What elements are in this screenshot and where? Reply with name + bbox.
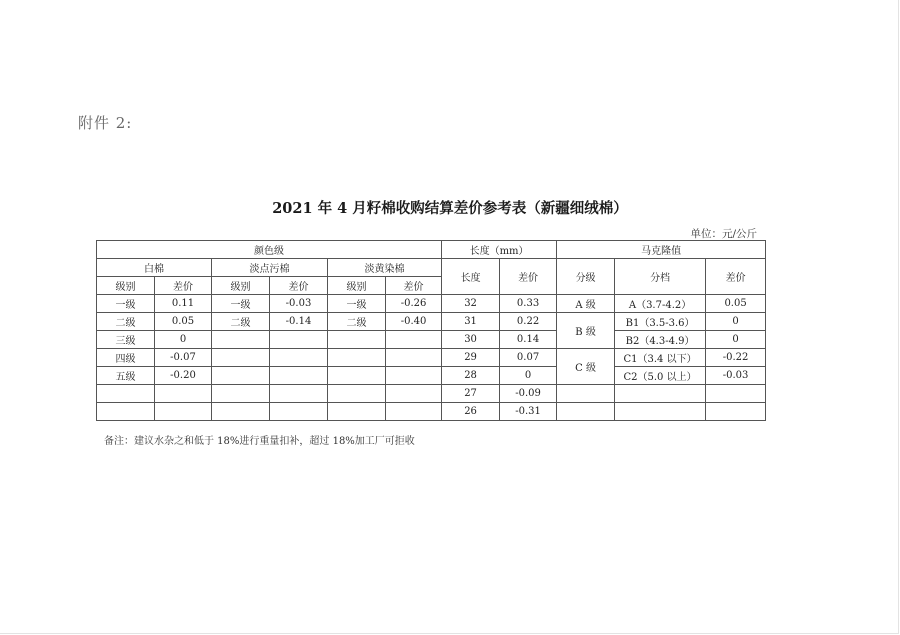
cell: 31 [442, 313, 500, 331]
cell [557, 403, 615, 421]
cell: 一级 [97, 295, 155, 313]
header-diff: 差价 [155, 277, 212, 295]
cell: A 级 [557, 295, 615, 313]
header-length-group: 长度（mm） [442, 241, 557, 259]
header-micronaire: 马克隆值 [557, 241, 766, 259]
cell: 29 [442, 349, 500, 367]
cell: 0.11 [155, 295, 212, 313]
header-row-2 [97, 259, 766, 277]
cell: 一级 [328, 295, 386, 313]
cell [270, 403, 328, 421]
cell [615, 403, 706, 421]
header-row-1 [97, 241, 766, 259]
cell: -0.26 [386, 295, 442, 313]
cell: 0 [706, 313, 766, 331]
cell [212, 349, 270, 367]
table-row [97, 403, 766, 421]
cell: B2（4.3-4.9） [615, 331, 706, 349]
cell: -0.31 [500, 403, 557, 421]
cell: A（3.7-4.2） [615, 295, 706, 313]
cell: C 级 [557, 349, 615, 385]
cell [328, 367, 386, 385]
table-row [97, 367, 766, 385]
header-category: 分级 [557, 259, 615, 295]
cell: 28 [442, 367, 500, 385]
cell: -0.40 [386, 313, 442, 331]
cell [155, 385, 212, 403]
cell [212, 367, 270, 385]
cell: 0 [706, 331, 766, 349]
header-grade: 级别 [97, 277, 155, 295]
cell: -0.14 [270, 313, 328, 331]
table-row [97, 295, 766, 313]
cell: -0.09 [500, 385, 557, 403]
header-range: 分档 [615, 259, 706, 295]
cell: 0.07 [500, 349, 557, 367]
cell [97, 385, 155, 403]
cell: 0 [500, 367, 557, 385]
cell [97, 403, 155, 421]
cell [212, 331, 270, 349]
cell: 一级 [212, 295, 270, 313]
cell [270, 349, 328, 367]
cell: -0.22 [706, 349, 766, 367]
cell [706, 403, 766, 421]
cell [328, 331, 386, 349]
cell: 二级 [328, 313, 386, 331]
header-white-cotton: 白棉 [97, 259, 212, 277]
cell: 26 [442, 403, 500, 421]
cell: B1（3.5-3.6） [615, 313, 706, 331]
cell: 30 [442, 331, 500, 349]
header-diff: 差价 [270, 277, 328, 295]
cell: 二级 [97, 313, 155, 331]
cell: 27 [442, 385, 500, 403]
cell: 0.14 [500, 331, 557, 349]
cell [386, 385, 442, 403]
cell [615, 385, 706, 403]
cell: 0.22 [500, 313, 557, 331]
cell [386, 331, 442, 349]
footnote: 备注：建议水杂之和低于 18%进行重量扣补，超过 18%加工厂可拒收 [104, 436, 415, 447]
cell: -0.03 [270, 295, 328, 313]
table-row [97, 349, 766, 367]
cell [328, 403, 386, 421]
cell [270, 385, 328, 403]
cell: -0.07 [155, 349, 212, 367]
cell: -0.20 [155, 367, 212, 385]
table-row [97, 313, 766, 331]
cell [270, 331, 328, 349]
header-length: 长度 [442, 259, 500, 295]
cell: 0.05 [706, 295, 766, 313]
cell: 二级 [212, 313, 270, 331]
page-title: 2021 年 4 月籽棉收购结算差价参考表（新疆细绒棉） [272, 200, 628, 217]
header-grade: 级别 [328, 277, 386, 295]
cell: 0.33 [500, 295, 557, 313]
cell: 五级 [97, 367, 155, 385]
cell: 0.05 [155, 313, 212, 331]
header-length-diff: 差价 [500, 259, 557, 295]
cell: 32 [442, 295, 500, 313]
header-light-yellow: 淡黄染棉 [328, 259, 442, 277]
header-micronaire-diff: 差价 [706, 259, 766, 295]
cell: C1（3.4 以下） [615, 349, 706, 367]
cell [386, 349, 442, 367]
cell: C2（5.0 以上） [615, 367, 706, 385]
cell [328, 349, 386, 367]
cell [386, 367, 442, 385]
cell: 0 [155, 331, 212, 349]
cell [155, 403, 212, 421]
cell [386, 403, 442, 421]
unit-label: 单位：元/公斤 [690, 228, 757, 240]
header-diff: 差价 [386, 277, 442, 295]
table-row [97, 331, 766, 349]
cell [706, 385, 766, 403]
header-grade: 级别 [212, 277, 270, 295]
cell [328, 385, 386, 403]
cell: 四级 [97, 349, 155, 367]
table-row [97, 385, 766, 403]
cell: 三级 [97, 331, 155, 349]
cell [212, 403, 270, 421]
header-color-grade: 颜色级 [97, 241, 442, 259]
cell [212, 385, 270, 403]
attachment-label: 附件 2: [78, 114, 133, 132]
cell [270, 367, 328, 385]
header-light-spotted: 淡点污棉 [212, 259, 328, 277]
cell: -0.03 [706, 367, 766, 385]
cell: B 级 [557, 313, 615, 349]
cell [557, 385, 615, 403]
price-difference-table [96, 240, 766, 421]
